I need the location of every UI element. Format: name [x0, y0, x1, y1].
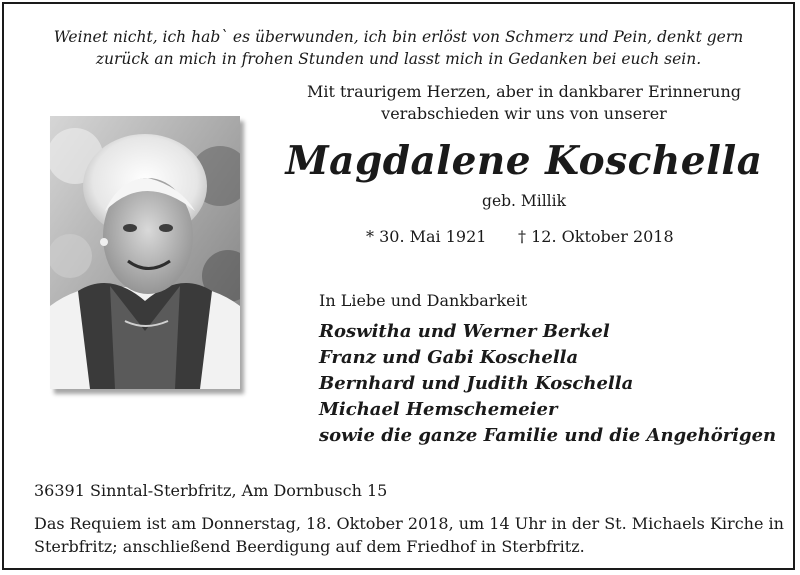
mourner-name: Roswitha und Werner Berkel [319, 321, 610, 342]
birth-name: geb. Millik [482, 192, 566, 210]
requiem-line-1: Das Requiem ist am Donnerstag, 18. Oktober 2018, um 14 Uhr in der St. Michaels Kirche in [34, 514, 784, 533]
mourner-name: Michael Hemschemeier [319, 399, 558, 420]
mourner-name: Franz und Gabi Koschella [319, 347, 579, 368]
death-date-group [518, 226, 674, 248]
mourners-list [319, 319, 776, 449]
birth-date-group [366, 226, 486, 248]
requiem-line-2: Sterbfritz; anschließend Beerdigung auf dem Friedhof in Sterbfritz. [34, 537, 585, 556]
motto-line-1: Weinet nicht, ich hab` es überwunden, ich bin erlöst von Schmerz und Pein, denkt gern [53, 28, 744, 46]
intro-line-1: Mit traurigem Herzen, aber in dankbarer Erinnerung [306, 82, 742, 101]
birth-star-icon: * [366, 227, 374, 246]
mourner-name: Bernhard und Judith Koschella [319, 373, 634, 394]
motto-text [4, 26, 793, 70]
intro-text [284, 81, 764, 125]
portrait-photo [50, 116, 240, 389]
portrait-image [50, 116, 240, 389]
mourners-heading: In Liebe und Dankbarkeit [319, 291, 528, 310]
obituary-frame [2, 2, 795, 570]
deceased-name: Magdalene Koschella [285, 138, 763, 184]
birth-date: 30. Mai 1921 [379, 227, 487, 246]
family-address: 36391 Sinntal-Sterbfritz, Am Dornbusch 15 [34, 481, 388, 500]
death-date: 12. Oktober 2018 [531, 227, 674, 246]
mourner-name: sowie die ganze Familie und die Angehörigen [319, 425, 777, 446]
requiem-notice [34, 512, 784, 558]
death-cross-icon: † [518, 227, 526, 246]
intro-line-2: verabschieden wir uns von unserer [381, 104, 667, 123]
motto-line-2: zurück an mich in frohen Stunden und lasst mich in Gedanken bei euch sein. [95, 50, 702, 68]
